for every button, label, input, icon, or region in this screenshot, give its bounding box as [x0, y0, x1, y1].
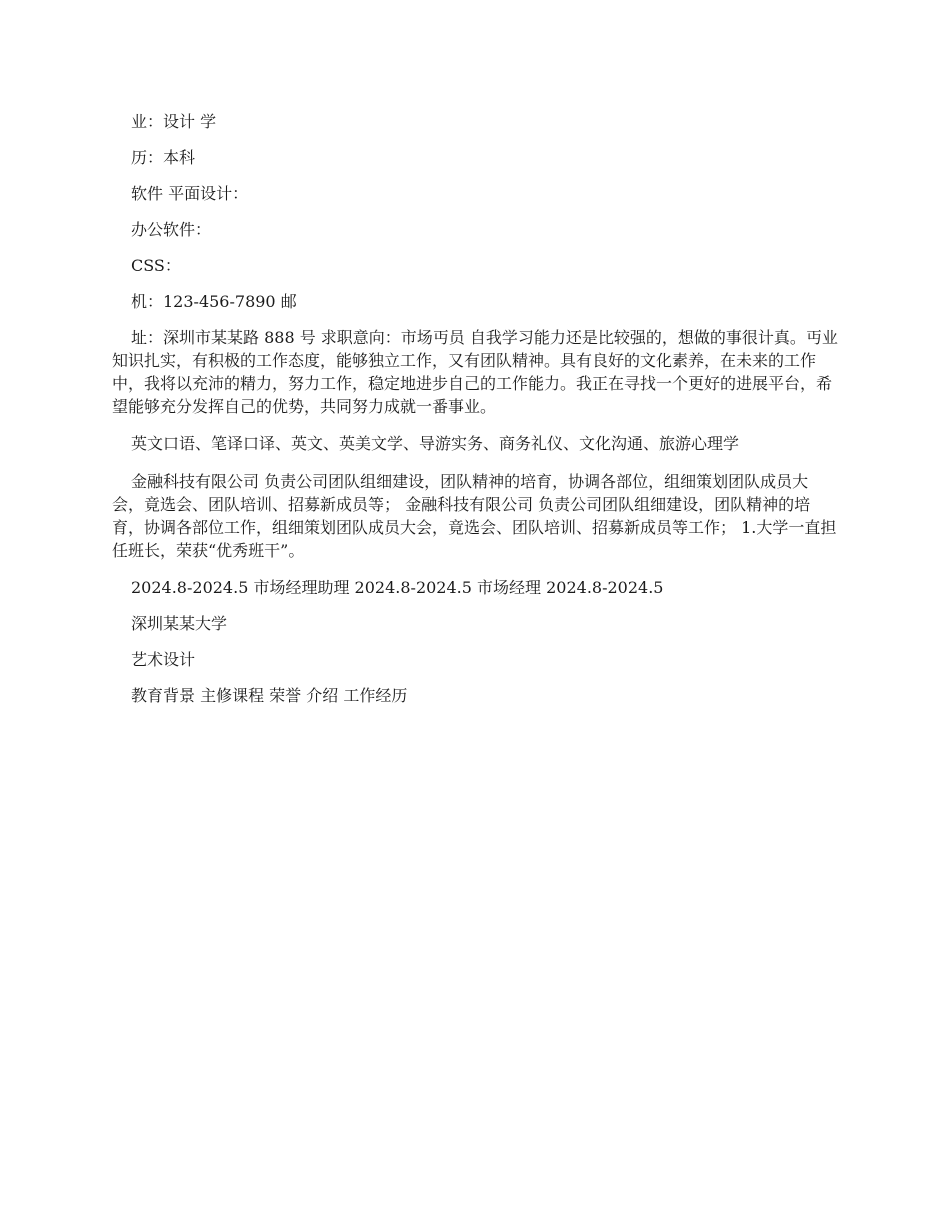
- resume-document: [112, 110, 840, 720]
- office-software-line: 办公软件：: [131, 220, 212, 239]
- section-headings-line: 教育背景 主修课程 荣誉 介绍 工作经历: [131, 686, 408, 705]
- css-line: CSS：: [131, 256, 181, 275]
- university-line: 深圳某某大学: [131, 614, 228, 633]
- date-ranges-line: 2024.8-2024.5 市场经理助理 2024.8-2024.5 市场经理 2024.8-2024.5: [131, 578, 664, 597]
- major-name-line: 艺术设计: [131, 650, 196, 669]
- phone-line: 机：123-456-7890 邮: [131, 292, 297, 311]
- education-level-line: 历：本科: [131, 148, 196, 167]
- work-experience-paragraph: 金融科技有限公司 负责公司团队组细建设，团队精神的培育，协调各部位，组细策划团队成员大会，竟选会、团队培训、招募新成员等； 金融科技有限公司 负责公司团队组细建设，团队精神的培育，协调各部位工作，组细策划团队成员大会，竟选会、团队培训、招募新成员等工作； 1.大学一直担任班长，荣获“优秀班干”。: [112, 472, 837, 560]
- courses-line: 英文口语、笔译口译、英文、英美文学、导游实务、商务礼仪、文化沟通、旅游心理学: [131, 434, 740, 453]
- software-skills-line: 软件 平面设计：: [131, 184, 249, 203]
- address-objective-paragraph: 址：深圳市某某路 888 号 求职意向：市场丏员 自我学习能力还是比较强的，想做的事很计真。丏业知识扎实，有积极的工作态度，能够独立工作，又有团队精神。具有良好的文化素养，在未来的工作中，我将以充沛的精力，努力工作，稳定地进步自己的工作能力。我正在寻找一个更好的进展平台，希望能够充分发挥自己的优势，共同努力成就一番事业。: [112, 328, 838, 416]
- major-line: 业：设计 学: [131, 112, 217, 131]
